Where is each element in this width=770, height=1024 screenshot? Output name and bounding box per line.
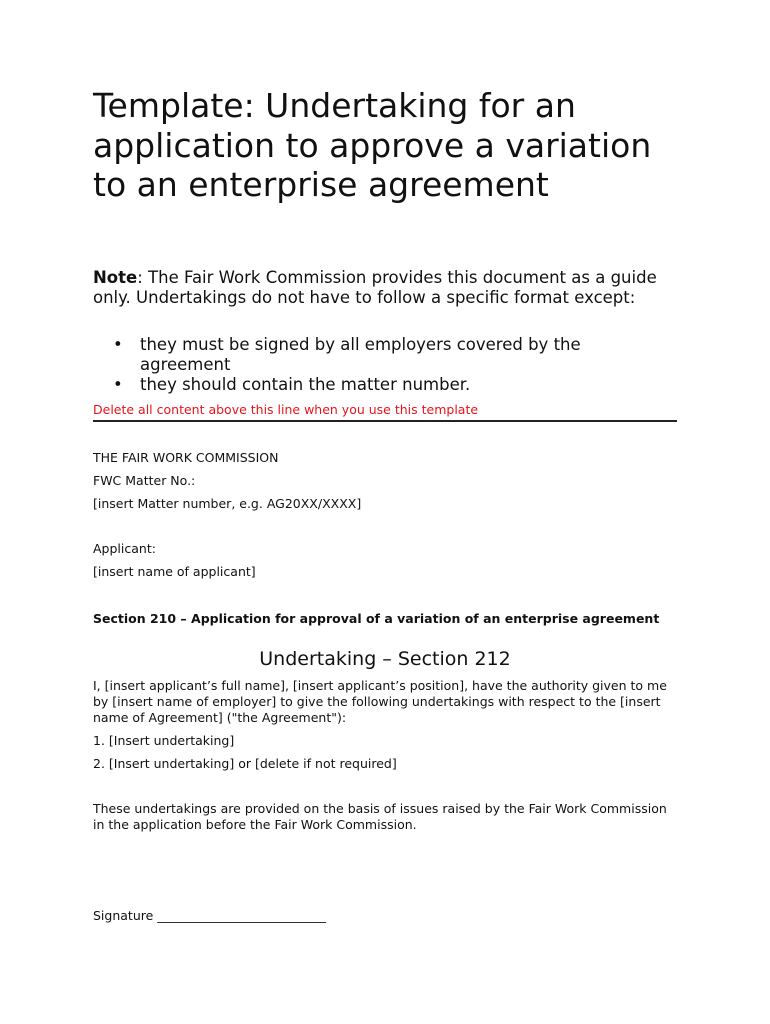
list-item: • they must be signed by all employers covered by the agreement [113, 335, 653, 375]
note-text: : The Fair Work Commission provides this document as a guide only. Undertakings do not have to follow a specific format except: [93, 268, 657, 307]
signature-row [93, 908, 326, 924]
applicant-label: Applicant: [93, 541, 156, 556]
note-paragraph [93, 268, 683, 308]
applicant-value: [insert name of applicant] [93, 564, 256, 579]
signature-line: ___________________________ [157, 908, 327, 923]
undertaking-item: 1. [Insert undertaking] [93, 733, 235, 748]
signature-label: Signature [93, 908, 154, 923]
basis-paragraph: These undertakings are provided on the basis of issues raised by the Fair Work Commission in the application before the Fair Work Commission. [93, 801, 667, 832]
note-label: Note [93, 268, 138, 287]
section-heading: Section 210 – Application for approval of a variation of an enterprise agreement [93, 611, 660, 626]
commission-name: THE FAIR WORK COMMISSION [93, 450, 279, 465]
intro-paragraph: I, [insert applicant’s full name], [insert applicant’s position], have the authority given to me by [insert name of employer] to give the following undertakings with respect to the [insert name of Agreement] ("the Agreement"): [93, 678, 667, 725]
list-item: • they should contain the matter number. [113, 375, 653, 395]
requirements-list [113, 335, 653, 395]
undertaking-heading: Undertaking – Section 212 [259, 648, 511, 670]
matter-value: [insert Matter number, e.g. AG20XX/XXXX] [93, 496, 362, 511]
matter-label: FWC Matter No.: [93, 473, 196, 488]
delete-instruction: Delete all content above this line when you use this template [93, 402, 677, 422]
undertaking-item: 2. [Insert undertaking] or [delete if not required] [93, 756, 397, 771]
document-title: Template: Undertaking for an application to approve a variation to an enterprise agreement [93, 86, 652, 204]
